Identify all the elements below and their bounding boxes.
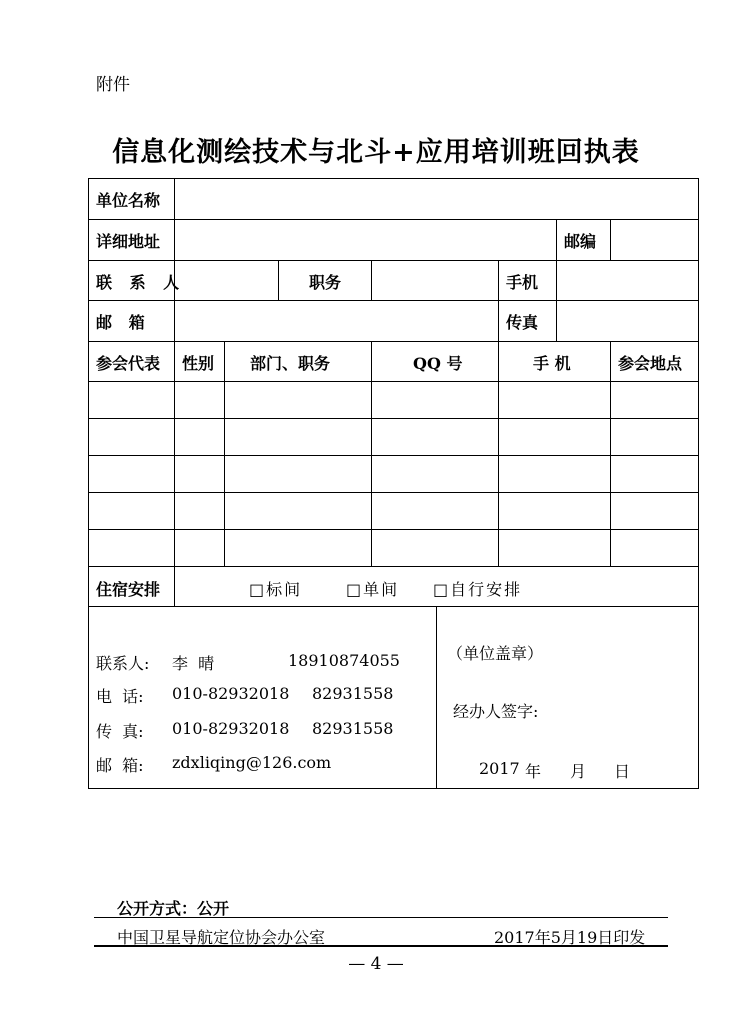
table-row[interactable] <box>89 382 698 418</box>
month-char: 月 <box>570 762 587 781</box>
lodging-option-single[interactable]: □单间 <box>346 580 400 599</box>
position-field[interactable] <box>372 261 498 300</box>
table-row[interactable] <box>89 493 698 529</box>
contact-person-name: 李 晴 <box>172 654 215 673</box>
fax-field[interactable] <box>557 301 698 341</box>
fax-number-2: 82931558 <box>312 719 394 738</box>
column-header: 手 机 <box>533 354 571 373</box>
fax-label: 传真 <box>506 313 539 332</box>
page-title: 信息化测绘技术与北斗+应用培训班回执表 <box>112 137 640 168</box>
unit-seal-label: （单位盖章） <box>447 644 544 663</box>
contact-person-label: 联系人: <box>96 654 150 673</box>
email-label: 邮 箱: <box>96 756 144 775</box>
lodging-label: 住宿安排 <box>96 580 161 599</box>
contact-person-label: 联 系 人 <box>96 273 186 292</box>
column-header: 性别 <box>182 354 215 373</box>
year-char: 年 <box>525 762 542 781</box>
column-header: 部门、职务 <box>250 354 331 373</box>
sign-year: 2017 <box>479 759 520 778</box>
page-number: — 4 — <box>348 954 404 974</box>
address-field[interactable] <box>175 220 556 260</box>
unit-name-field[interactable] <box>175 179 698 219</box>
email-label: 邮 箱 <box>96 313 145 332</box>
contact-person-field[interactable] <box>175 261 278 300</box>
attachment-label: 附件 <box>96 75 130 95</box>
contact-person-phone: 18910874055 <box>288 651 400 670</box>
signer-label: 经办人签字: <box>453 702 539 721</box>
postcode-field[interactable] <box>611 220 698 260</box>
unit-name-label: 单位名称 <box>96 191 161 210</box>
column-header: 参会地点 <box>618 354 683 373</box>
lodging-option-self[interactable]: □自行安排 <box>433 580 523 599</box>
address-label: 详细地址 <box>96 232 161 251</box>
issuing-office: 中国卫星导航定位协会办公室 <box>117 928 326 947</box>
fax-number-1: 010-82932018 <box>172 719 290 738</box>
tel-number-2: 82931558 <box>312 684 394 703</box>
postcode-label: 邮编 <box>564 232 597 251</box>
position-label: 职务 <box>309 273 342 292</box>
tel-label: 电 话: <box>96 687 144 706</box>
email-address: zdxliqing@126.com <box>172 753 332 772</box>
column-header: 参会代表 <box>96 354 161 373</box>
tel-number-1: 010-82932018 <box>172 684 290 703</box>
column-header: QQ 号 <box>413 354 463 373</box>
mobile-label: 手机 <box>506 273 539 292</box>
email-field[interactable] <box>175 301 498 341</box>
table-row[interactable] <box>89 456 698 492</box>
issue-date: 2017年5月19日印发 <box>494 928 646 947</box>
fax-label: 传 真: <box>96 722 144 741</box>
day-char: 日 <box>614 762 631 781</box>
mobile-field[interactable] <box>557 261 698 300</box>
table-row[interactable] <box>89 530 698 566</box>
table-row[interactable] <box>89 419 698 455</box>
lodging-option-standard[interactable]: □标间 <box>249 580 303 599</box>
disclosure-method: 公开方式：公开 <box>117 899 230 918</box>
